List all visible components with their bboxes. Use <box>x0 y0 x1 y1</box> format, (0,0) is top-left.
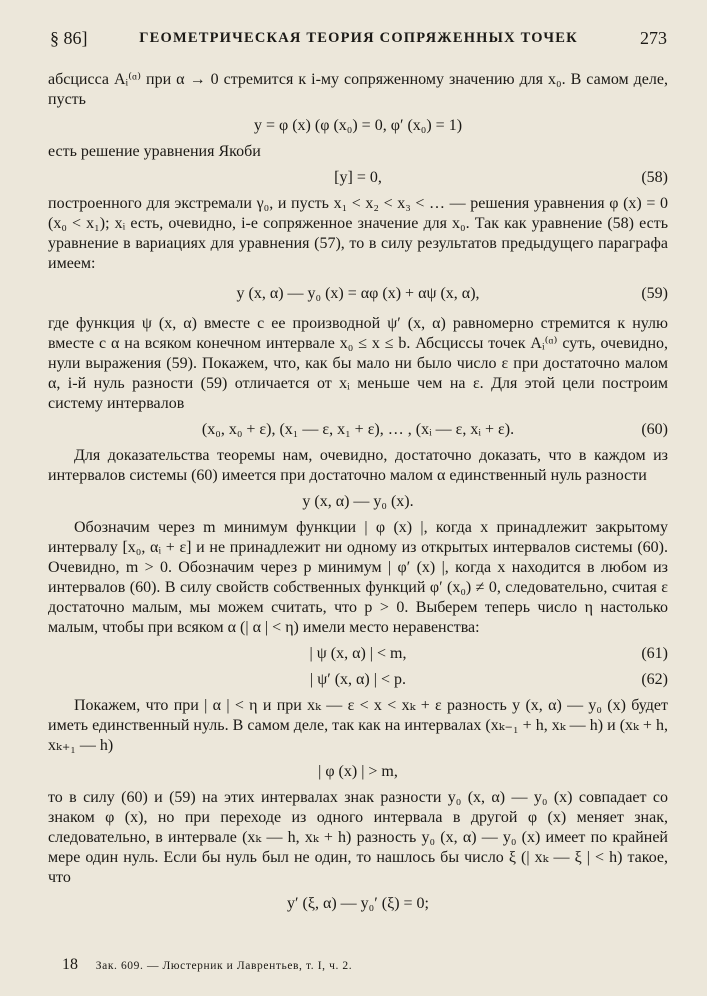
page-body <box>48 70 668 920</box>
running-title: ГЕОМЕТРИЧЕСКАЯ ТЕОРИЯ СОПРЯЖЕННЫХ ТОЧЕК <box>139 30 578 46</box>
equation-number: (59) <box>641 285 668 302</box>
printer-footer <box>62 956 352 974</box>
paragraph: абсцисса Aᵢ⁽ᵅ⁾ при α → 0 стремится к i-му сопряженному значению для x₀. В самом деле, пусть <box>48 71 668 108</box>
equation-difference: y (x, α) — y₀ (x). <box>302 493 414 510</box>
equation-derivative: y′ (ξ, α) — y₀′ (ξ) = 0; <box>286 895 429 912</box>
equation-number: (60) <box>641 421 668 438</box>
equation-phi-bound: | φ (x) | > m, <box>318 763 398 780</box>
equation-number: (58) <box>641 169 668 186</box>
paragraph: Покажем, что при | α | < η и при xₖ — ε < x < xₖ + ε разность y (x, α) — y₀ (x) будет иметь единственный нуль. В самом деле, так как на интервалах (xₖ₋₁ + h, xₖ — h) и (xₖ + h, xₖ₊₁ — h) <box>48 697 668 754</box>
running-header <box>50 28 667 54</box>
paragraph: есть решение уравнения Якоби <box>48 143 261 160</box>
section-reference: § 86] <box>50 28 88 48</box>
paragraph: построенного для экстремали γ₀, и пусть x₁ < x₂ < x₃ < … — решения уравнения φ (x) = 0 (x₀ < x₁); xᵢ есть, очевидно, i-е сопряженное значение для x₀. Так как уравнение (58) есть уравнение в вариациях для уравнения (57), то в силу результатов предыдущего параграфа имеем: <box>48 195 668 272</box>
paragraph: то в силу (60) и (59) на этих интервалах знак разности y₀ (x, α) — y₀ (x) совпадает со знаком φ (x), но при переходе из одного интервала в другой φ (x) меняет знак, следовательно, в интервале (xₖ — h, xₖ + h) разность y₀ (x, α) — y₀ (x) имеет по крайней мере один нуль. Если бы нуль был не один, то нашлось бы число ξ (| xₖ — ξ | < h) такое, что <box>48 789 668 886</box>
equation-59: y (x, α) — y₀ (x) = αφ (x) + αψ (x, α), (59) <box>236 285 668 302</box>
equation-60: (x₀, x₀ + ε), (x₁ — ε, x₁ + ε), … , (xᵢ — ε, xᵢ + ε). (60) <box>201 421 668 438</box>
equation-y-phi: y = φ (x) (φ (x₀) = 0, φ′ (x₀) = 1) <box>253 117 463 134</box>
signature-mark: 18 <box>62 956 78 973</box>
equation-number: (61) <box>641 645 668 662</box>
equation-number: (62) <box>641 671 668 688</box>
imprint-line: Зак. 609. — Люстерник и Лаврентьев, т. I, ч. 2. <box>95 960 353 972</box>
paragraph: Для доказательства теоремы нам, очевидно, достаточно доказать, что в каждом из интервалов системы (60) имеется при достаточно малом α единственный нуль разности <box>48 447 668 484</box>
equation-61: | ψ (x, α) | < m, (61) <box>309 645 668 662</box>
equation-58: [y] = 0, (58) <box>334 169 668 186</box>
paragraph: где функция ψ (x, α) вместе с ее производной ψ′ (x, α) равномерно стремится к нулю вместе с α на всяком конечном интервале x₀ ≤ x ≤ b. Абсциссы точек Aᵢ⁽ᵅ⁾ суть, очевидно, нули выражения (59). Покажем, что, как бы мало ни было число ε при достаточно малом α, i-й нуль разности (59) отличается от xᵢ меньше чем на ε. Для этой цели построим систему интервалов <box>48 315 668 412</box>
paragraph: Обозначим через m минимум функции | φ (x) |, когда x принадлежит закрытому интервалу [x₀, αᵢ + ε] и не принадлежит ни одному из открытых интервалов системы (60). Очевидно, m > 0. Обозначим через p минимум | φ′ (x) |, когда x находится в любом из интервалов (60). В силу свойств собственных функций φ′ (x₀) ≠ 0, следовательно, считая ε достаточно малым, мы можем считать, что p > 0. Выберем теперь число η настолько малым, чтобы при всяком α (| α | < η) имели место неравенства: <box>48 519 668 636</box>
page-number: 273 <box>640 28 667 48</box>
equation-62: | ψ′ (x, α) | < p. (62) <box>310 671 668 688</box>
